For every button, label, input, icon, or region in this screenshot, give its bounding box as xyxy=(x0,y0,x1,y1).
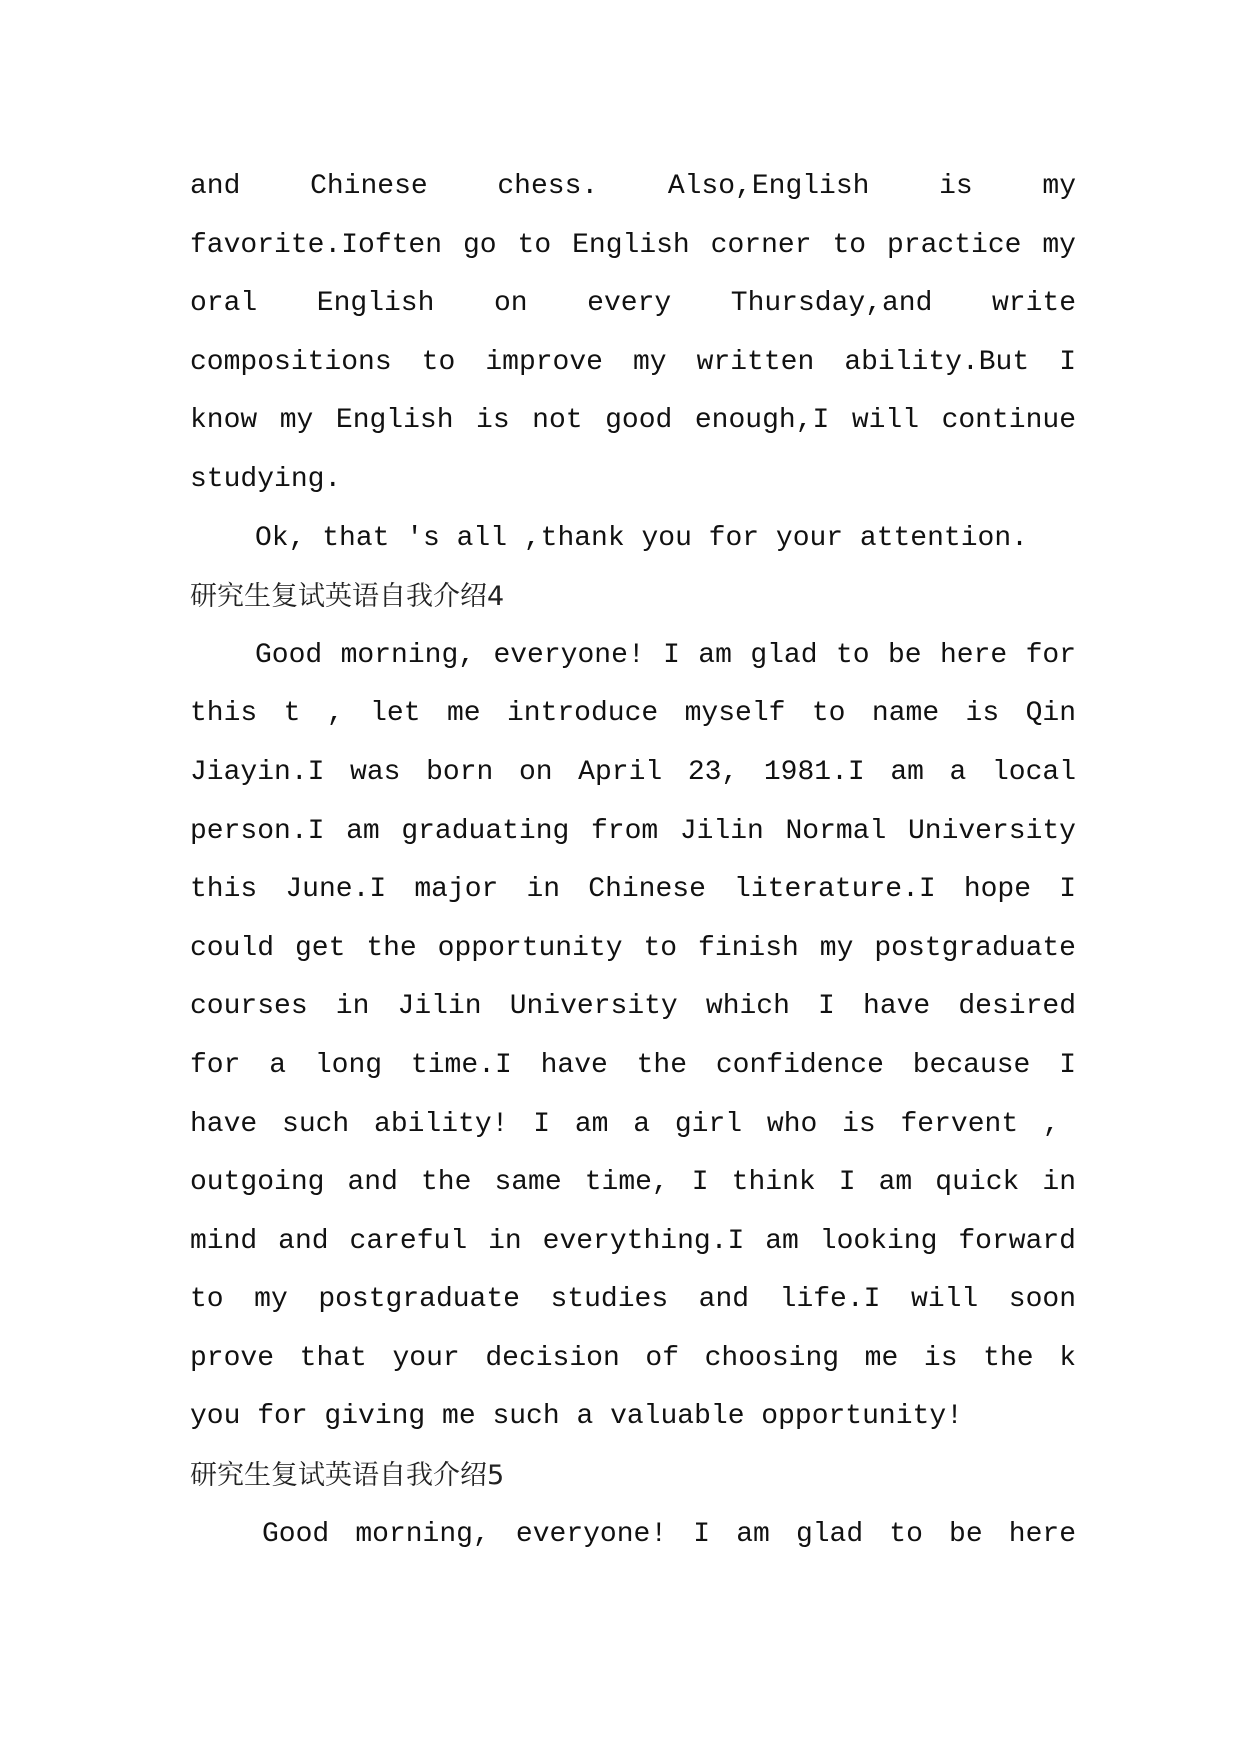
body-text-line: Good morning, everyone! I am glad to be here for xyxy=(255,639,1076,671)
body-text-line: prove that your decision of choosing me is the k xyxy=(190,1342,1076,1374)
body-text-line: outgoing and the same time, I think I am quick in xyxy=(190,1167,1076,1199)
body-text-line: compositions to improve my written ability.But I xyxy=(190,346,1076,378)
body-text-line: know my English is not good enough,I will continue xyxy=(190,405,1076,437)
body-text-line: courses in Jilin University which I have desired xyxy=(190,991,1076,1023)
body-text-line: for a long time.I have the confidence because I xyxy=(190,1049,1076,1081)
body-text-line: have such ability! I am a girl who is fervent , xyxy=(190,1108,1060,1140)
body-text-line: to my postgraduate studies and life.I will soon xyxy=(190,1284,1076,1316)
body-text-line: oral English on every Thursday,and write xyxy=(190,288,1076,320)
section-heading-4: 研究生复试英语自我介绍4 xyxy=(190,581,505,613)
body-text-line: you for giving me such a valuable opportunity! xyxy=(190,1401,963,1433)
body-text-line: could get the opportunity to finish my postgraduate xyxy=(190,932,1076,964)
body-text-line: this t , let me introduce myself to name is Qin xyxy=(190,698,1076,730)
body-text-line: Good morning, everyone! I am glad to be here xyxy=(262,1518,1076,1550)
body-text-line: and Chinese chess. Also,English is my xyxy=(190,171,1076,202)
body-text-line: Jiayin.I was born on April 23, 1981.I am a local xyxy=(190,756,1076,788)
body-text-line: this June.I major in Chinese literature.I hope I xyxy=(190,874,1076,906)
document-page xyxy=(190,158,1076,1564)
body-text-line: person.I am graduating from Jilin Normal University xyxy=(190,815,1076,847)
body-text-line: mind and careful in everything.I am looking forward xyxy=(190,1225,1076,1257)
section-heading-5: 研究生复试英语自我介绍5 xyxy=(190,1460,505,1492)
body-text-line: favorite.Ioften go to English corner to practice my xyxy=(190,229,1076,261)
body-text-line: studying. xyxy=(190,463,342,495)
closing-line: Ok, that 's all ,thank you for your attention. xyxy=(255,522,1028,554)
